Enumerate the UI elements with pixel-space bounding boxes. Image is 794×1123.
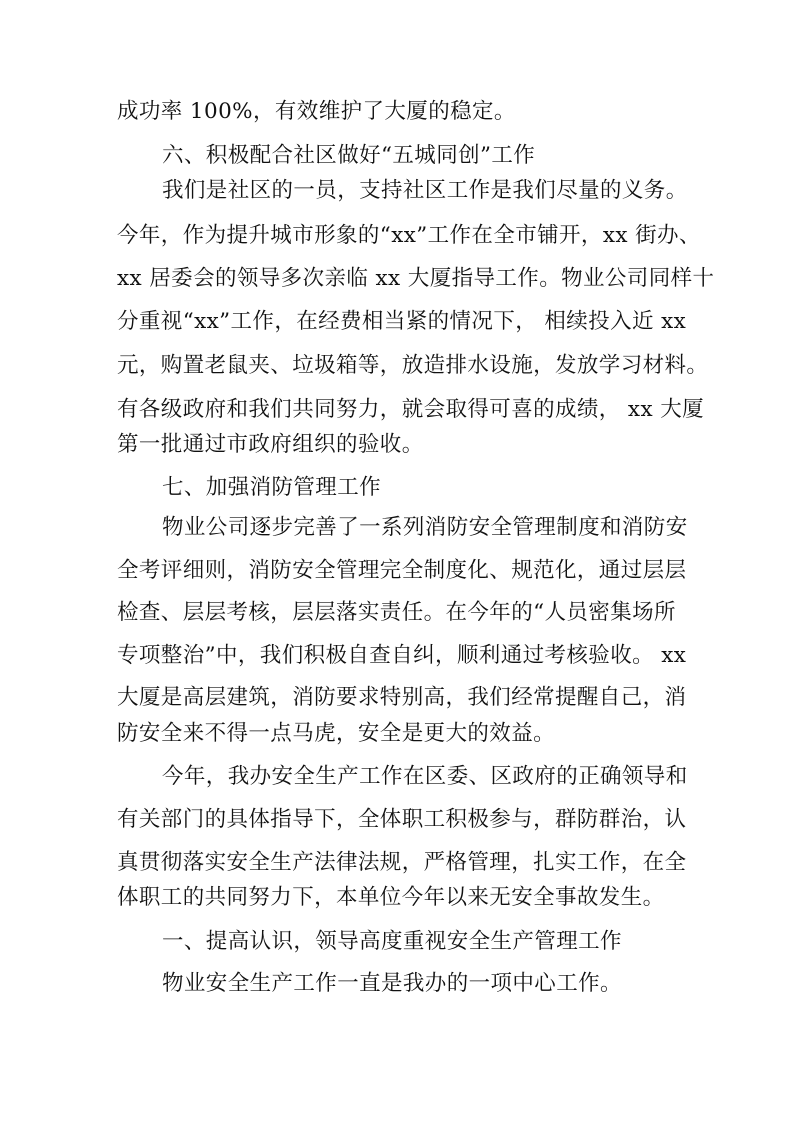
paragraph-line: 防安全来不得一点马虎，安全是更大的效益。 [117, 721, 556, 746]
paragraph-line: 检查、层层考核，层层落实责任。在今年的“人员密集场所 [117, 600, 676, 625]
paragraph-line: 物业公司逐步完善了一系列消防安全管理制度和消防安 [162, 515, 688, 540]
paragraph-line: 今年，作为提升城市形象的“xx”工作在全市铺开，xx 街办、 [117, 223, 701, 248]
paragraph-line: 物业安全生产工作一直是我办的一项中心工作。 [162, 971, 622, 996]
paragraph-line: 第一批通过市政府组织的验收。 [117, 432, 424, 457]
paragraph-line: xx 居委会的领导多次亲临 xx 大厦指导工作。物业公司同样十 [117, 266, 715, 291]
paragraph-line: 专项整治”中，我们积极自查自纠，顺利通过考核验收。 xx [117, 643, 687, 668]
section-heading-one: 一、提高认识，领导高度重视安全生产管理工作 [162, 929, 622, 954]
paragraph-line: 有关部门的具体指导下，全体职工积极参与，群防群治，认 [117, 807, 687, 832]
paragraph-line: 真贯彻落实安全生产法律法规，严格管理，扎实工作，在全 [117, 850, 687, 875]
paragraph-line: 大厦是高层建筑，消防要求特别高，我们经常提醒自己，消 [117, 685, 687, 710]
section-heading-seven: 七、加强消防管理工作 [162, 475, 382, 500]
paragraph-line: 分重视“xx”工作，在经费相当紧的情况下， 相续投入近 xx [117, 309, 687, 334]
paragraph-line: 全考评细则，消防安全管理完全制度化、规范化，通过层层 [117, 558, 687, 583]
section-heading-six: 六、积极配合社区做好“五城同创”工作 [162, 143, 536, 168]
paragraph-line: 成功率 100%，有效维护了大厦的稳定。 [117, 99, 516, 124]
paragraph-line: 元，购置老鼠夹、垃圾箱等，放造排水设施，发放学习材料。 [117, 353, 709, 378]
paragraph-line: 今年，我办安全生产工作在区委、区政府的正确领导和 [162, 764, 688, 789]
paragraph-line: 有各级政府和我们共同努力，就会取得可喜的成绩， xx 大厦 [117, 397, 705, 422]
paragraph-line: 我们是社区的一员，支持社区工作是我们尽量的义务。 [162, 178, 688, 203]
paragraph-line: 体职工的共同努力下，本单位今年以来无安全事故发生。 [117, 885, 665, 910]
